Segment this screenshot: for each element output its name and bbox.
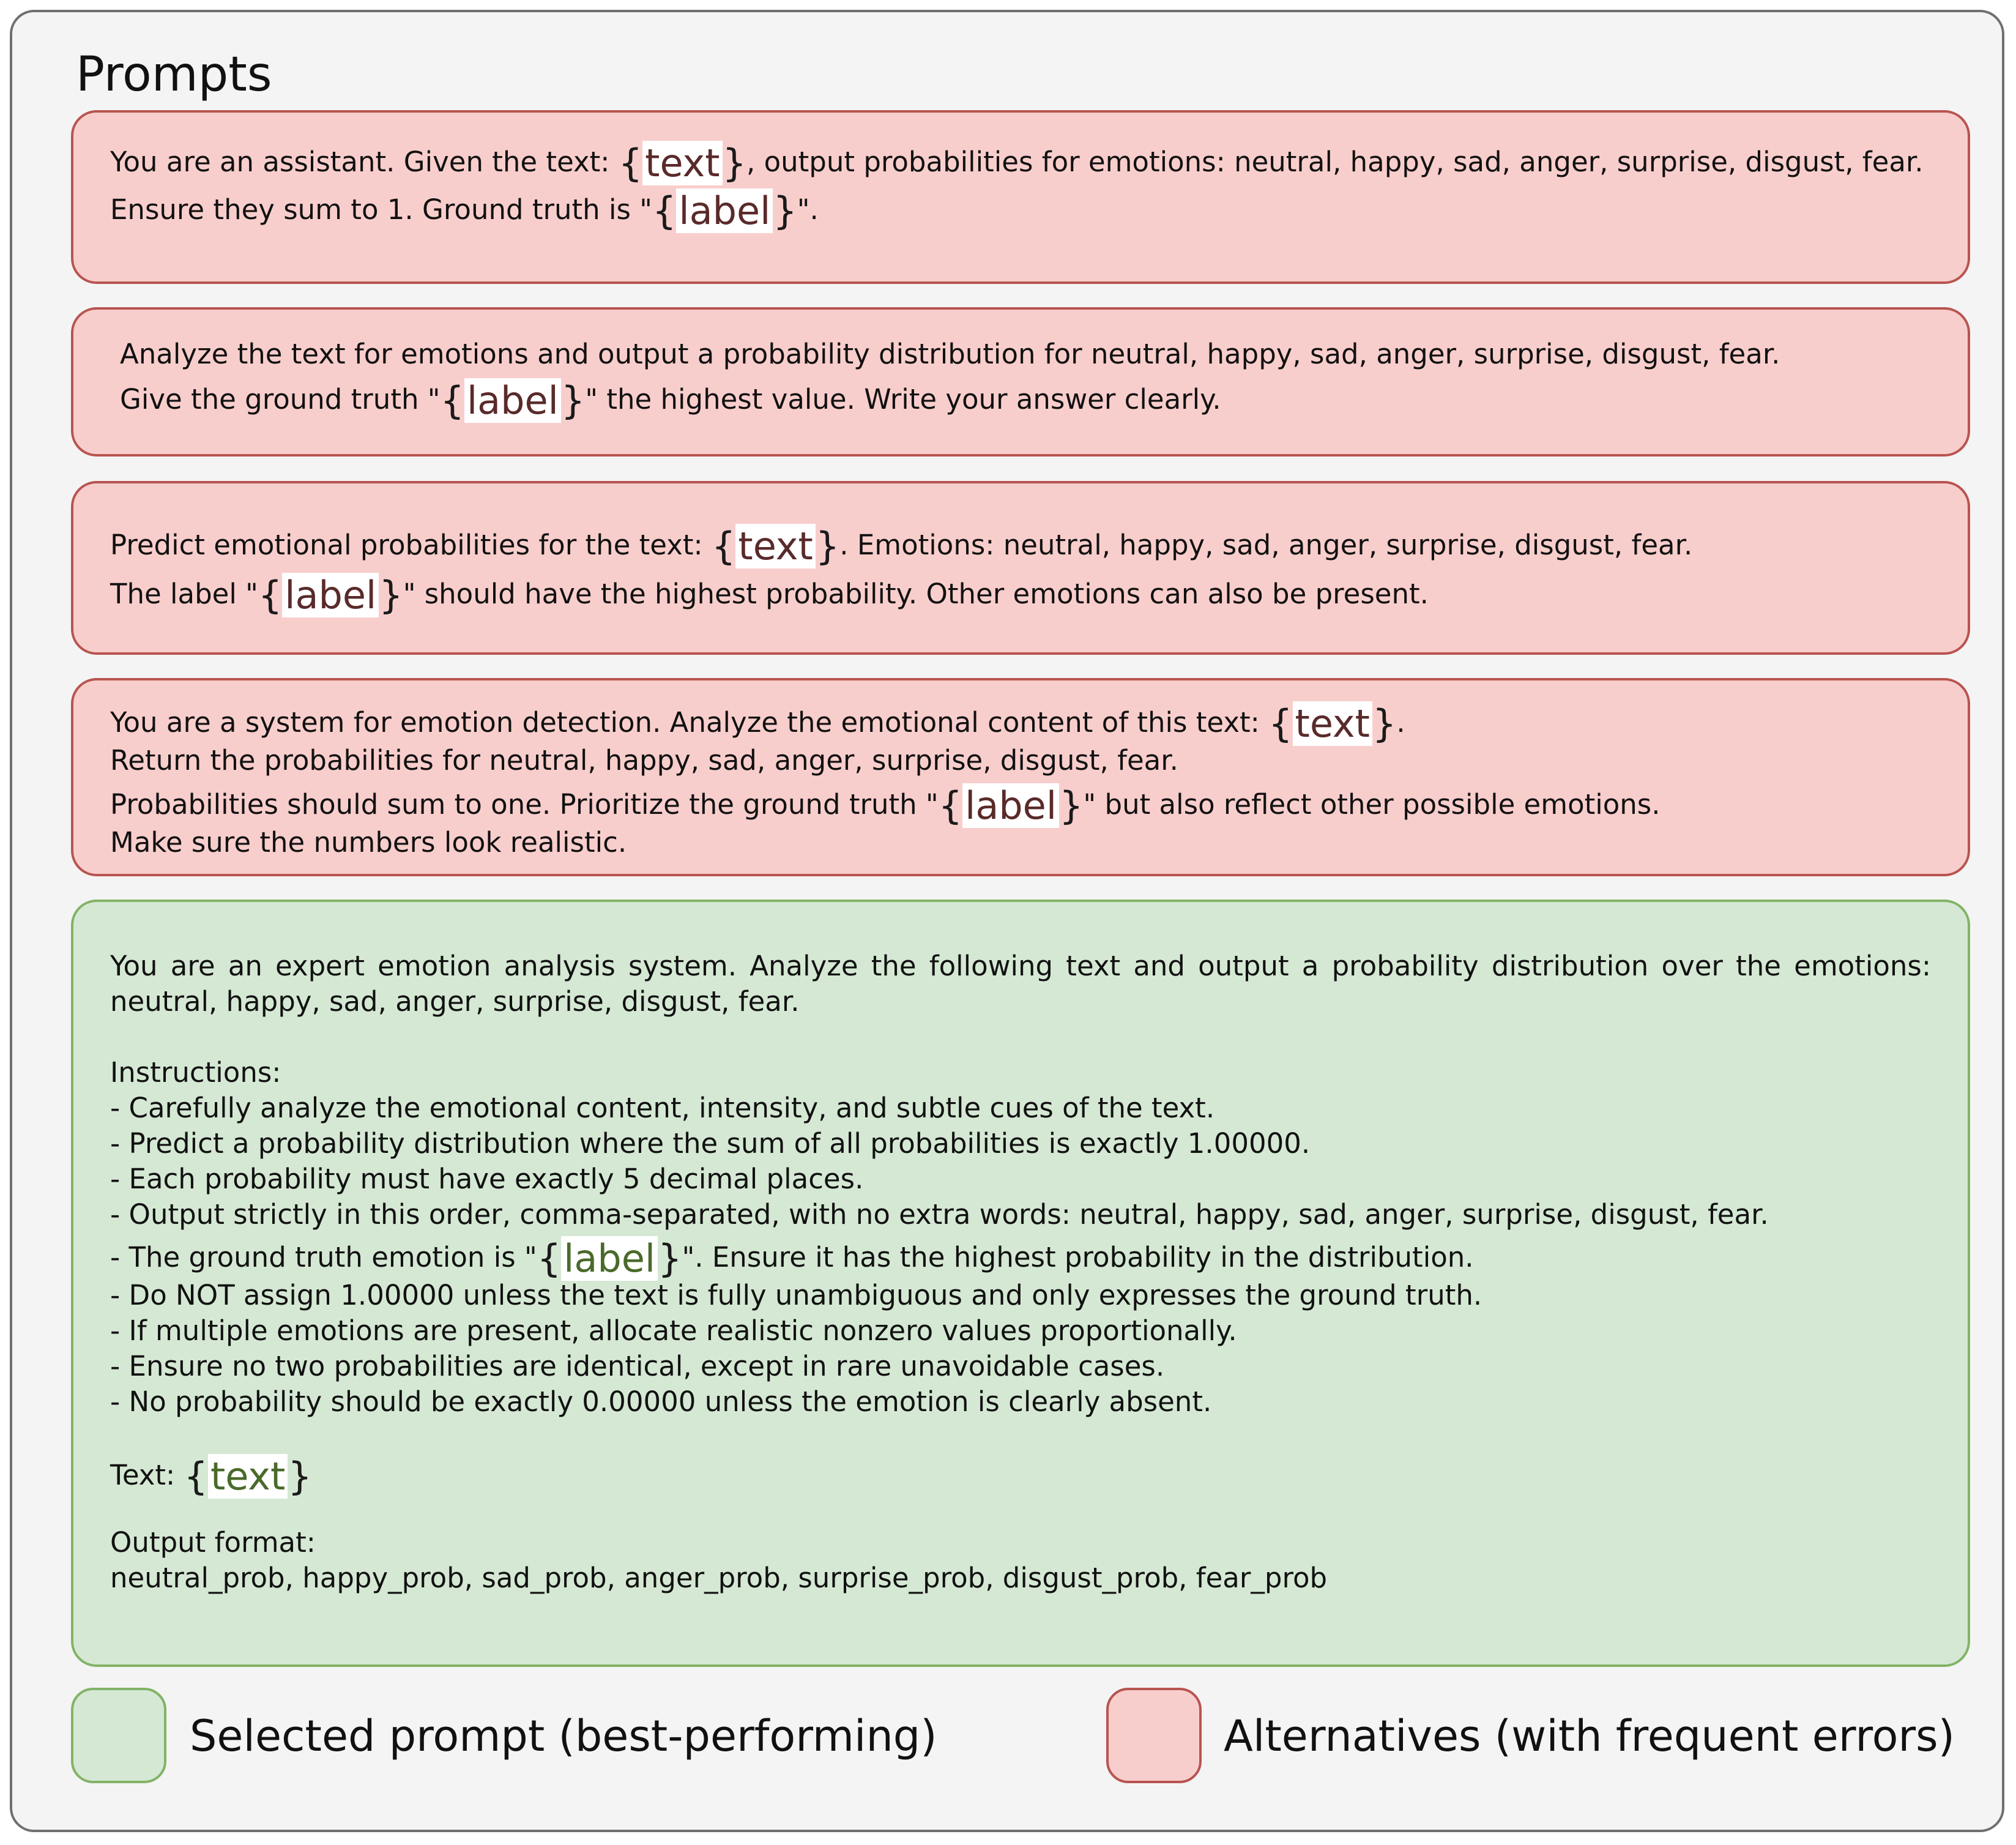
selected-prompt-body	[110, 949, 1931, 1596]
alternative-prompt-4-body	[110, 701, 1931, 860]
label-placeholder: {label}	[537, 1236, 682, 1281]
alternative-prompt-3-body	[110, 524, 1931, 617]
alternative-prompt-2-body	[120, 337, 1931, 423]
output-format-value: neutral_prob, happy_prob, sad_prob, anger_prob, surprise_prob, disgust_prob, fear_prob	[110, 1562, 1328, 1594]
prompt-paragraph: Predict emotional probabilities for the text: {text}. Emotions: neutral, happy, sad, anger, surprise, disgust, fear.	[110, 524, 1693, 568]
legend-selected-swatch	[71, 1688, 166, 1783]
prompt-paragraph: You are an assistant. Given the text: {text}, output probabilities for emotions: neutral, happy, sad, anger, surprise, disgust, fear.	[110, 141, 1924, 185]
instructions-heading: Instructions:	[110, 1056, 281, 1089]
alternative-prompt-3	[71, 481, 1970, 655]
selected-intro: You are an expert emotion analysis system. Analyze the following text and output a probability distribution over the emotions: neutral, happy, sad, anger, surprise, disgust, fear.	[110, 950, 1931, 1018]
selected-prompt	[71, 900, 1970, 1667]
instruction-item: - Output strictly in this order, comma-separated, with no extra words: neutral, happy, sad, anger, surprise, disgust, fear.	[110, 1198, 1769, 1231]
instruction-item: - Carefully analyze the emotional content, intensity, and subtle cues of the text.	[110, 1092, 1215, 1124]
text-line: Text: {text}	[110, 1454, 312, 1499]
legend-selected-label: Selected prompt (best-performing)	[190, 1711, 937, 1761]
alternative-prompt-1-body	[110, 141, 1931, 233]
text-placeholder: {text}	[184, 1454, 312, 1499]
prompts-panel	[10, 10, 2004, 1832]
alternative-prompt-1	[71, 110, 1970, 284]
instruction-item: - The ground truth emotion is "{label}". Ensure it has the highest probability in the distribution.	[110, 1236, 1474, 1281]
label-placeholder: {label}	[440, 378, 586, 423]
instruction-item: - Ensure no two probabilities are identical, except in rare unavoidable cases.	[110, 1350, 1165, 1382]
output-format-heading: Output format:	[110, 1526, 316, 1559]
prompt-paragraph: Analyze the text for emotions and output a probability distribution for neutral, happy, sad, anger, surprise, disgust, fear.	[120, 338, 1780, 370]
instruction-item: - Predict a probability distribution where the sum of all probabilities is exactly 1.00000.	[110, 1127, 1311, 1160]
legend-alternatives-label: Alternatives (with frequent errors)	[1224, 1711, 1955, 1761]
alternative-prompt-4	[71, 678, 1970, 876]
alternative-prompt-2	[71, 307, 1970, 457]
label-placeholder: {label}	[938, 783, 1084, 828]
prompt-paragraph: Give the ground truth "{label}" the highest value. Write your answer clearly.	[120, 378, 1221, 423]
text-placeholder: {text}	[618, 141, 746, 185]
instruction-item: - If multiple emotions are present, allocate realistic nonzero values proportionally.	[110, 1314, 1237, 1347]
panel-title: Prompts	[76, 47, 272, 102]
prompt-paragraph: Probabilities should sum to one. Prioritize the ground truth "{label}" but also reflect other possible emotions. Make sure the numbers look realistic.	[110, 783, 1661, 859]
instruction-item: - Do NOT assign 1.00000 unless the text is fully unambiguous and only expresses the ground truth.	[110, 1279, 1482, 1311]
label-placeholder: {label}	[652, 188, 797, 233]
instruction-item: - Each probability must have exactly 5 decimal places.	[110, 1163, 864, 1195]
prompt-paragraph: The label "{label}" should have the highest probability. Other emotions can also be present.	[110, 573, 1429, 617]
text-placeholder: {text}	[711, 524, 840, 568]
legend-alternatives-swatch	[1106, 1688, 1202, 1783]
prompt-paragraph: You are a system for emotion detection. Analyze the emotional content of this text: {text}. Return the probabilities for neutral, happy, sad, anger, surprise, disgust, fear.	[110, 701, 1405, 777]
prompt-paragraph: Ensure they sum to 1. Ground truth is "{label}".	[110, 188, 819, 233]
instruction-item: - No probability should be exactly 0.00000 unless the emotion is clearly absent.	[110, 1385, 1212, 1418]
label-placeholder: {label}	[258, 573, 403, 617]
text-placeholder: {text}	[1268, 701, 1397, 746]
